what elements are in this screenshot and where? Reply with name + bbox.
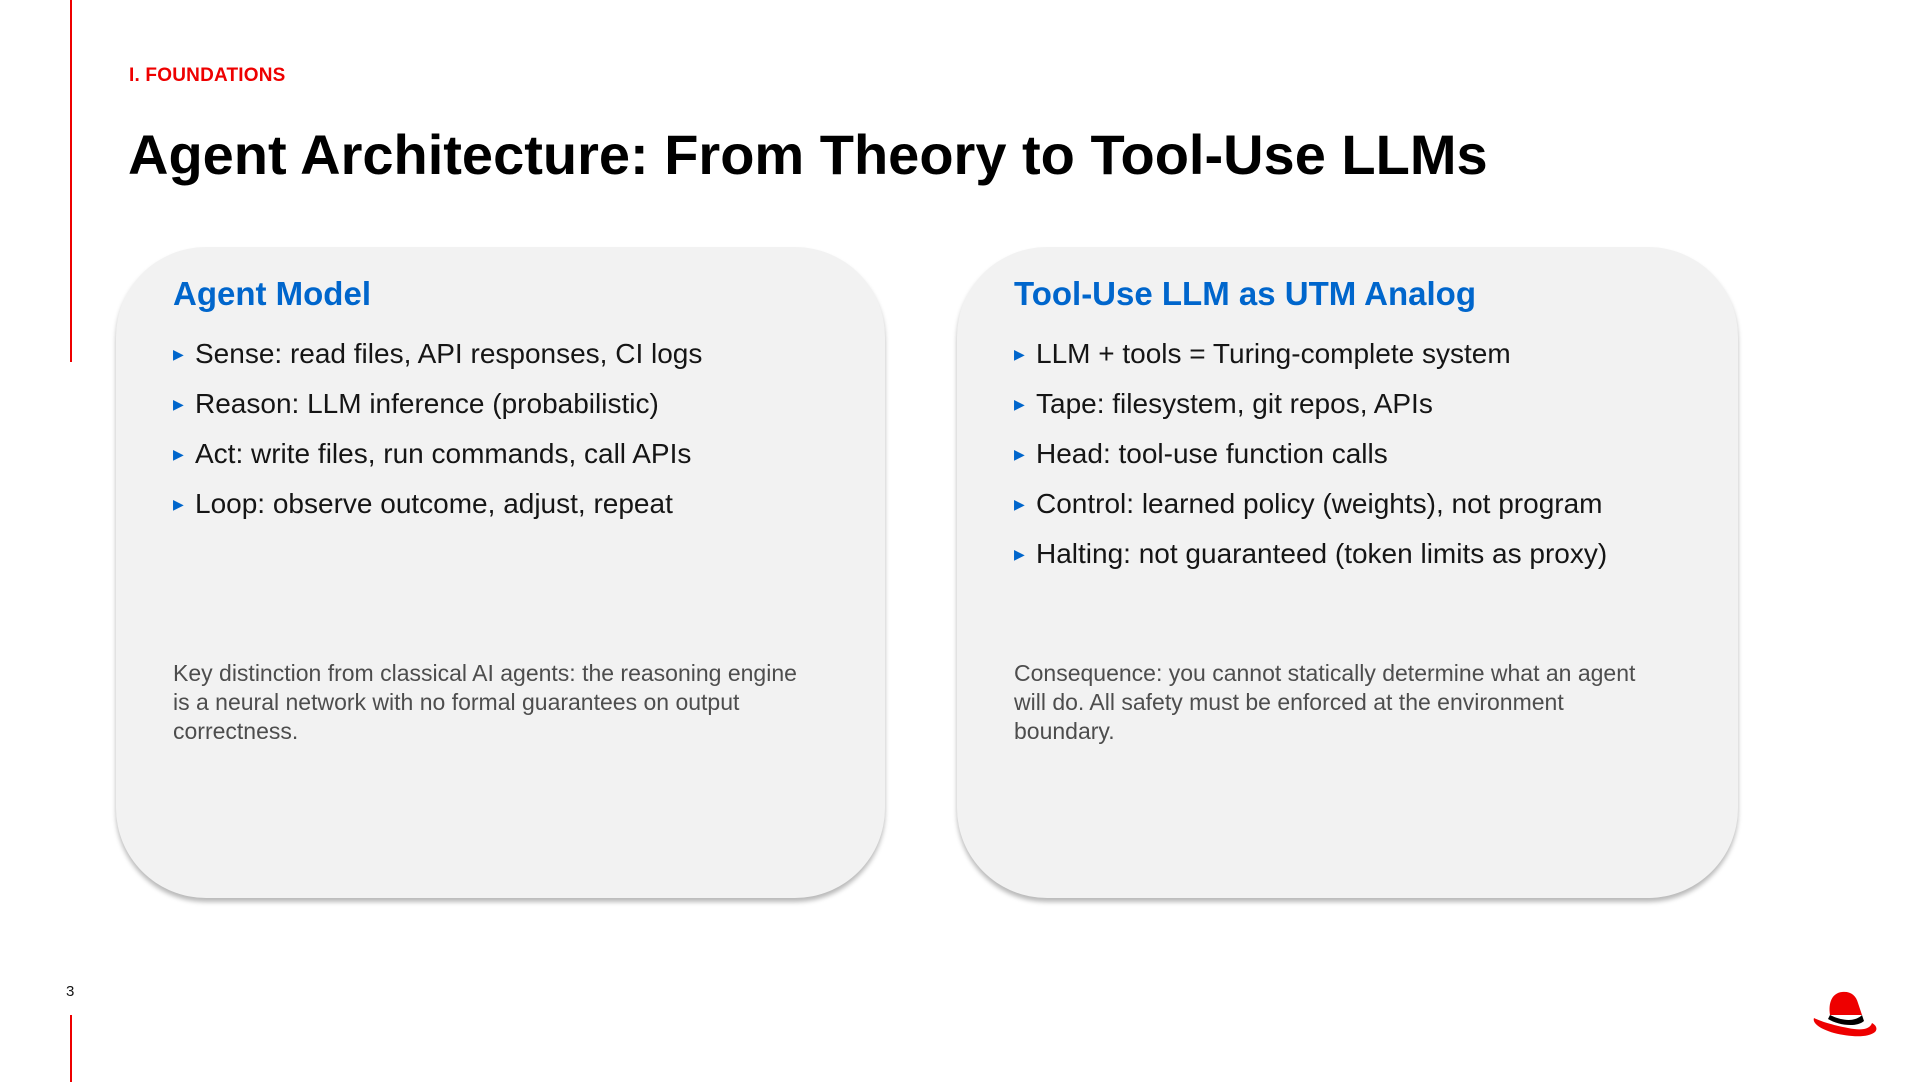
right-triangle-icon: ▶: [173, 396, 184, 412]
slide-title: Agent Architecture: From Theory to Tool-Use LLMs: [128, 123, 1488, 186]
right-triangle-icon: ▶: [1014, 396, 1025, 412]
bullet-list: [1014, 338, 1607, 588]
right-triangle-icon: ▶: [173, 346, 184, 362]
card-note: Key distinction from classical AI agents: the reasoning engine is a neural network with no formal guarantees on output correctness.: [173, 660, 797, 744]
red-hat-logo-icon: [1810, 985, 1880, 1041]
card-title: Tool-Use LLM as UTM Analog: [1014, 275, 1476, 312]
section-label: I. FOUNDATIONS: [129, 65, 286, 86]
right-triangle-icon: ▶: [173, 496, 184, 512]
bullet-text: Control: learned policy (weights), not program: [1036, 488, 1603, 519]
left-accent-rule-bottom: [70, 1015, 72, 1082]
page-number: 3: [66, 983, 75, 1000]
bullet-text: Loop: observe outcome, adjust, repeat: [195, 488, 673, 519]
bullet-text: Tape: filesystem, git repos, APIs: [1036, 388, 1433, 419]
agent-model-card: [116, 247, 885, 898]
right-triangle-icon: ▶: [173, 446, 184, 462]
list-item: [1014, 388, 1607, 438]
right-triangle-icon: ▶: [1014, 546, 1025, 562]
bullet-text: Sense: read files, API responses, CI logs: [195, 338, 703, 369]
list-item: [1014, 338, 1607, 388]
list-item: [173, 338, 702, 388]
bullet-text: Head: tool-use function calls: [1036, 438, 1388, 469]
list-item: [1014, 488, 1607, 538]
card-note: Consequence: you cannot statically determine what an agent will do. All safety must be enforced at the environment boundary.: [1014, 660, 1636, 744]
list-item: [173, 488, 702, 538]
list-item: [173, 438, 702, 488]
bullet-text: LLM + tools = Turing-complete system: [1036, 338, 1511, 369]
list-item: [173, 388, 702, 438]
card-title: Agent Model: [173, 275, 371, 312]
list-item: [1014, 438, 1607, 488]
bullet-text: Halting: not guaranteed (token limits as proxy): [1036, 538, 1608, 569]
right-triangle-icon: ▶: [1014, 446, 1025, 462]
bullet-list: [173, 338, 702, 538]
tool-use-llm-card: [957, 247, 1738, 898]
bullet-text: Act: write files, run commands, call APIs: [195, 438, 692, 469]
right-triangle-icon: ▶: [1014, 496, 1025, 512]
list-item: [1014, 538, 1607, 588]
bullet-text: Reason: LLM inference (probabilistic): [195, 388, 659, 419]
left-accent-rule-top: [70, 0, 72, 362]
right-triangle-icon: ▶: [1014, 346, 1025, 362]
